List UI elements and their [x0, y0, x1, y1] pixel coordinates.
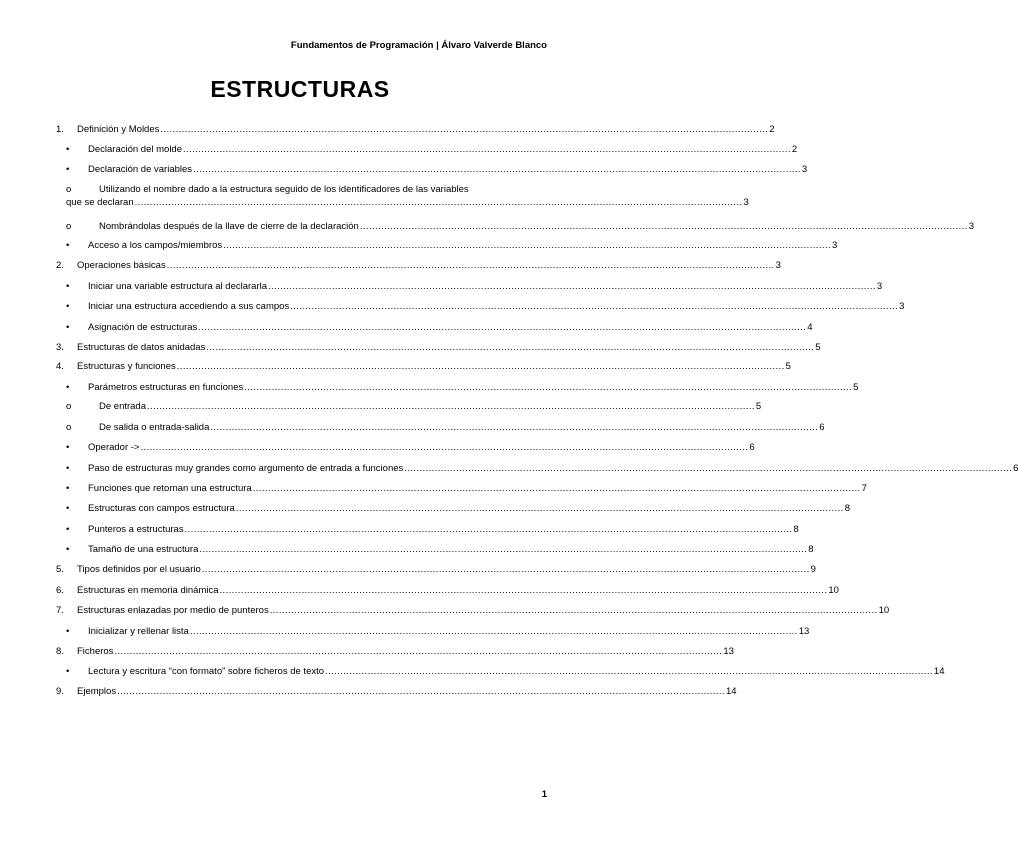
toc-page-number: 8: [844, 503, 850, 514]
toc-number: 7.: [56, 605, 64, 616]
toc-entry-text: Lectura y escritura “con formato” sobre ficheros de texto: [88, 666, 325, 677]
toc-entry-text: Funciones que retornan una estructura: [88, 483, 252, 494]
dot-leader: ........................................................................................................................................................................................................: [134, 197, 743, 208]
dot-leader: ........................................................................................................................................................................................................: [114, 646, 723, 657]
toc-number: 6.: [56, 585, 64, 596]
toc-page-number: 3: [832, 240, 838, 251]
toc-entry-text: Declaración de variables: [88, 164, 193, 175]
bullet-marker: •: [66, 301, 70, 312]
toc-page-number: 2: [769, 124, 775, 135]
toc-entry-text: Iniciar una estructura accediendo a sus campos: [88, 301, 290, 312]
bullet-marker: •: [66, 524, 70, 535]
toc-page-number: 10: [878, 605, 890, 616]
document-title: ESTRUCTURAS: [210, 76, 390, 102]
page-number: 1: [541, 789, 547, 800]
dot-leader: ........................................................................................................................................................................................................: [160, 124, 769, 135]
dot-leader: ........................................................................................................................................................................................................: [193, 164, 801, 175]
toc-page-number: 14: [725, 686, 737, 697]
bullet-marker: •: [66, 483, 70, 494]
toc-page-number: 3: [899, 301, 905, 312]
toc-entry-text: Asignación de estructuras: [88, 322, 198, 333]
toc-page-number: 5: [755, 401, 762, 412]
bullet-marker: •: [66, 322, 70, 333]
toc-entry-text: Ficheros: [77, 646, 114, 657]
toc-entry-text: De salida o entrada-salida: [99, 422, 210, 433]
dot-leader: ........................................................................................................................................................................................................: [325, 666, 933, 677]
dot-leader: ........................................................................................................................................................................................................: [235, 503, 844, 514]
toc-entry-text: Ejemplos: [77, 686, 117, 697]
toc-entry-text: Parámetros estructuras en funciones: [88, 382, 244, 393]
dot-leader: ........................................................................................................................................................................................................: [166, 260, 775, 271]
bullet-marker: •: [66, 442, 70, 453]
bullet-marker: •: [66, 626, 70, 637]
running-header: Fundamentos de Programación | Álvaro Valverde Blanco: [290, 40, 547, 51]
toc-entry-text: Declaración del molde: [88, 144, 182, 155]
toc-page-number: 5: [853, 382, 859, 393]
dot-leader: ........................................................................................................................................................................................................: [183, 144, 791, 155]
toc-page-number: 9: [810, 564, 816, 575]
dot-leader: ........................................................................................................................................................................................................: [269, 605, 878, 616]
dot-leader: ........................................................................................................................................................................................................: [184, 524, 793, 535]
bullet-marker: •: [66, 666, 70, 677]
toc-entry-text: Operaciones básicas: [77, 260, 166, 271]
toc-entry-text: Tamaño de una estructura: [88, 544, 199, 555]
toc-page-number: 8: [793, 524, 799, 535]
dot-leader: ........................................................................................................................................................................................................: [268, 281, 876, 292]
toc-page-number: 3: [876, 281, 883, 292]
toc-page-number: 3: [775, 260, 781, 271]
bullet-marker: •: [66, 382, 70, 393]
dot-leader: ........................................................................................................................................................................................................: [359, 221, 968, 232]
dot-leader: ........................................................................................................................................................................................................: [219, 585, 828, 596]
bullet-marker: o: [66, 422, 72, 433]
bullet-marker: o: [66, 401, 72, 412]
dot-leader: ........................................................................................................................................................................................................: [199, 544, 808, 555]
dot-leader: ........................................................................................................................................................................................................: [223, 240, 831, 251]
bullet-marker: •: [66, 144, 70, 155]
dot-leader: ........................................................................................................................................................................................................: [147, 401, 755, 412]
toc-page-number: 3: [968, 221, 975, 232]
toc-entry-text: Paso de estructuras muy grandes como argumento de entrada a funciones: [88, 463, 404, 474]
toc-page-number: 2: [791, 144, 798, 155]
bullet-marker: o: [66, 184, 72, 195]
toc-number: 9.: [56, 686, 64, 697]
toc-entry-text: Estructuras con campos estructura: [88, 503, 235, 514]
toc-page-number: 6: [749, 442, 755, 453]
toc-page-number: 5: [785, 361, 791, 372]
bullet-marker: •: [66, 281, 70, 292]
dot-leader: ........................................................................................................................................................................................................: [210, 422, 819, 433]
dot-leader: ........................................................................................................................................................................................................: [176, 361, 785, 372]
dot-leader: ........................................................................................................................................................................................................: [404, 463, 1013, 474]
toc-page-number: 3: [801, 164, 808, 175]
bullet-marker: o: [66, 221, 72, 232]
dot-leader: ........................................................................................................................................................................................................: [244, 382, 853, 393]
dot-leader: ........................................................................................................................................................................................................: [206, 342, 815, 353]
toc-entry-text: Acceso a los campos/miembros: [88, 240, 223, 251]
toc-entry-text: Tipos definidos por el usuario: [77, 564, 201, 575]
toc-page-number: 10: [828, 585, 839, 596]
dot-leader: ........................................................................................................................................................................................................: [140, 442, 749, 453]
toc-number: 1.: [56, 124, 64, 135]
toc-entry-text: Operador ->: [88, 442, 140, 453]
toc-page-number: 5: [815, 342, 821, 353]
dot-leader: ........................................................................................................................................................................................................: [198, 322, 807, 333]
dot-leader: ........................................................................................................................................................................................................: [189, 626, 798, 637]
bullet-marker: •: [66, 503, 70, 514]
toc-page-number: 13: [798, 626, 810, 637]
bullet-marker: •: [66, 463, 70, 474]
toc-number: 5.: [56, 564, 64, 575]
toc-entry-text: Inicializar y rellenar lista: [88, 626, 189, 637]
toc-entry-text: Punteros a estructuras: [88, 524, 184, 535]
toc-page-number: 13: [723, 646, 734, 657]
toc-number: 2.: [56, 260, 64, 271]
toc-page-number: 14: [933, 666, 945, 677]
toc-entry-text: que se declaran: [66, 197, 134, 208]
toc-page-number: 7: [861, 483, 867, 494]
toc-entry-text: De entrada: [99, 401, 147, 412]
toc-page-number: 6: [1013, 463, 1018, 474]
bullet-marker: •: [66, 164, 70, 175]
dot-leader: ........................................................................................................................................................................................................: [290, 301, 899, 312]
toc-page-number: 8: [808, 544, 814, 555]
dot-leader: ........................................................................................................................................................................................................: [201, 564, 810, 575]
toc-number: 3.: [56, 342, 64, 353]
toc-entry-text: Estructuras y funciones: [77, 361, 176, 372]
toc-page-number: 6: [819, 422, 825, 433]
bullet-marker: •: [66, 544, 70, 555]
toc-entry-text: Estructuras en memoria dinámica: [77, 585, 219, 596]
toc-entry-text: Utilizando el nombre dado a la estructura seguido de los identificadores de las variables: [99, 184, 469, 195]
toc-entry-text: Iniciar una variable estructura al declararla: [88, 281, 268, 292]
toc-entry-text: Definición y Moldes: [77, 124, 160, 135]
bullet-marker: •: [66, 240, 70, 251]
dot-leader: ........................................................................................................................................................................................................: [252, 483, 861, 494]
dot-leader: ........................................................................................................................................................................................................: [117, 686, 725, 697]
toc-entry-text: Nombrándolas después de la llave de cierre de la declaración: [99, 221, 359, 232]
toc-entry-text: Estructuras enlazadas por medio de punteros: [77, 605, 269, 616]
toc-entry-text: Estructuras de datos anidadas: [77, 342, 206, 353]
toc-page-number: 4: [807, 322, 813, 333]
toc-number: 8.: [56, 646, 64, 657]
toc-number: 4.: [56, 361, 64, 372]
toc-page-number: 3: [743, 197, 749, 208]
